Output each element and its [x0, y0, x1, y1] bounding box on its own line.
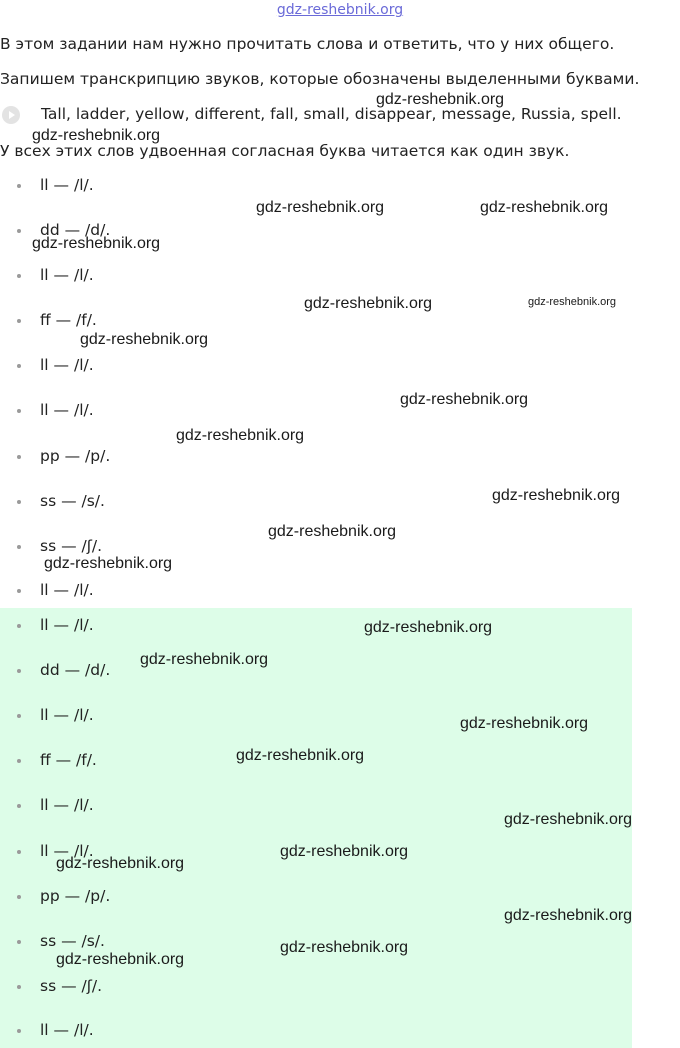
watermark: gdz-reshebnik.org: [400, 391, 529, 408]
watermark: gdz-reshebnik.org: [504, 811, 633, 828]
bullet-icon: [17, 409, 21, 413]
bullet-icon: [17, 229, 21, 233]
watermark: gdz-reshebnik.org: [528, 296, 617, 308]
bullet-icon: [17, 985, 21, 989]
bullet-icon: [17, 624, 21, 628]
watermark: gdz-reshebnik.org: [176, 427, 305, 444]
watermark: gdz-reshebnik.org: [32, 235, 161, 252]
watermark: gdz-reshebnik.org: [236, 747, 365, 764]
conclusion-paragraph: У всех этих слов удвоенная согласная буква читается как один звук.: [0, 142, 570, 160]
bullet-icon: [17, 759, 21, 763]
watermark: gdz-reshebnik.org: [140, 651, 269, 668]
audio-words: Tall, ladder, yellow, different, fall, small, disappear, message, Russia, spell.: [41, 105, 622, 123]
bullet-icon: [17, 714, 21, 718]
bullet-icon: [17, 545, 21, 549]
transcription-paragraph: Запишем транскрипцию звуков, которые обозначены выделенными буквами.: [0, 70, 640, 88]
watermark: gdz-reshebnik.org: [56, 951, 185, 968]
watermark: gdz-reshebnik.org: [304, 295, 433, 312]
watermark: gdz-reshebnik.org: [480, 199, 609, 216]
watermark: gdz-reshebnik.org: [56, 855, 185, 872]
watermark: gdz-reshebnik.org: [280, 939, 409, 956]
watermark: gdz-reshebnik.org: [32, 127, 161, 144]
watermark: gdz-reshebnik.org: [460, 715, 589, 732]
intro-paragraph: В этом задании нам нужно прочитать слова и ответить, что у них общего.: [0, 35, 615, 53]
bullet-icon: [17, 319, 21, 323]
watermark: gdz-reshebnik.org: [504, 907, 633, 924]
play-icon[interactable]: [2, 106, 20, 124]
watermark: gdz-reshebnik.org: [80, 331, 209, 348]
bullet-icon: [17, 940, 21, 944]
bullet-icon: [17, 895, 21, 899]
watermark: gdz-reshebnik.org: [376, 91, 505, 108]
watermark: gdz-reshebnik.org: [268, 523, 397, 540]
bullet-icon: [17, 455, 21, 459]
bullet-icon: [17, 850, 21, 854]
bullet-icon: [17, 500, 21, 504]
watermark: gdz-reshebnik.org: [364, 619, 493, 636]
bullet-icon: [17, 804, 21, 808]
bullet-icon: [17, 274, 21, 278]
watermark: gdz-reshebnik.org: [280, 843, 409, 860]
bullet-icon: [17, 589, 21, 593]
bullet-icon: [17, 364, 21, 368]
site-link[interactable]: gdz-reshebnik.org: [276, 2, 404, 18]
watermark: gdz-reshebnik.org: [256, 199, 385, 216]
watermark: gdz-reshebnik.org: [492, 487, 621, 504]
bullet-icon: [17, 1029, 21, 1033]
bullet-icon: [17, 669, 21, 673]
watermark: gdz-reshebnik.org: [44, 555, 173, 572]
bullet-icon: [17, 184, 21, 188]
audio-row: [0, 104, 680, 126]
